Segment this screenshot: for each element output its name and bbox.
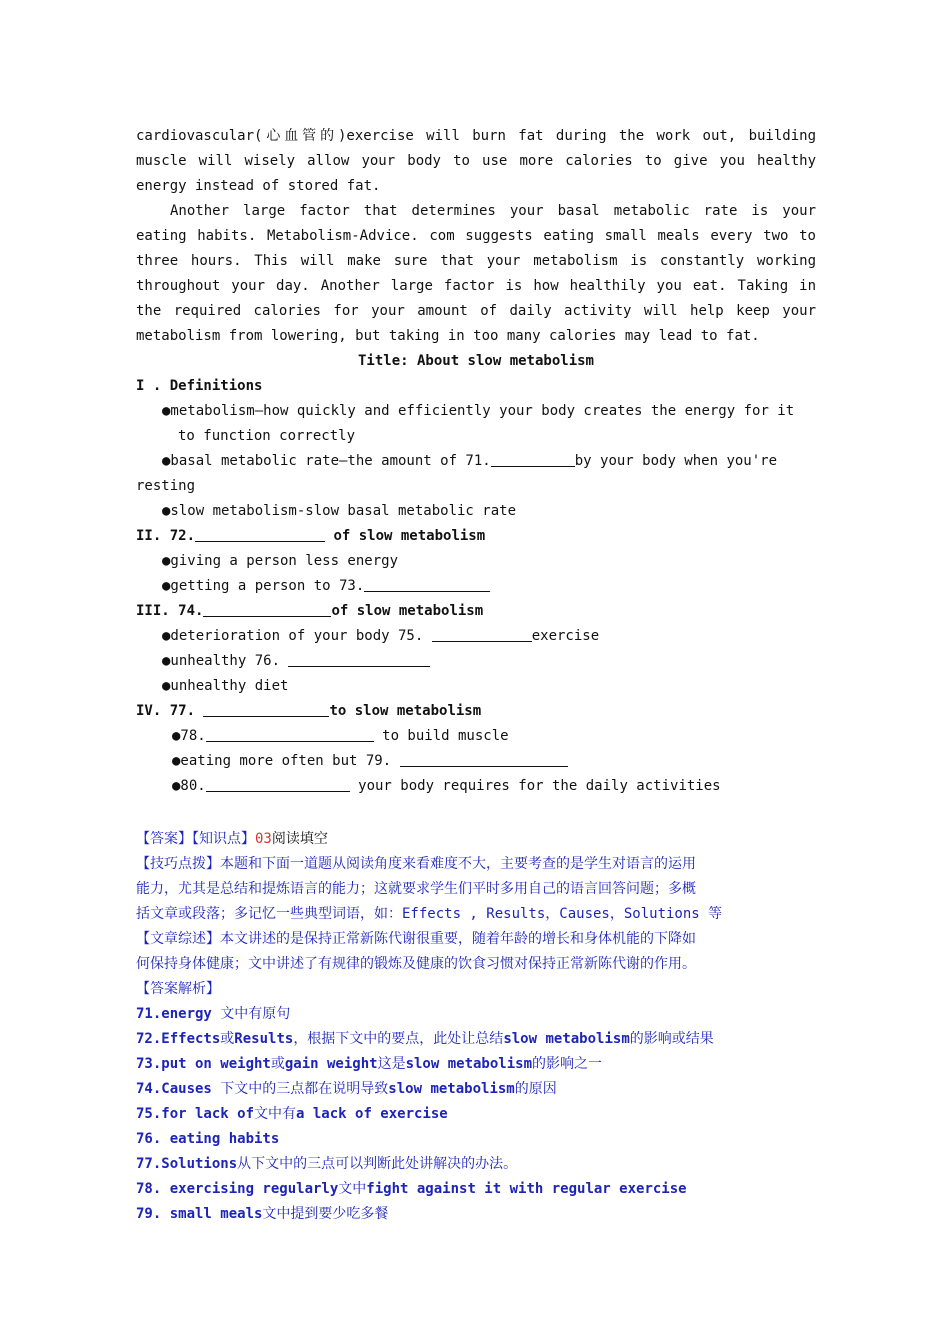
blank-79[interactable] (400, 752, 568, 767)
answer-note: 的原因 (514, 1081, 557, 1097)
passage-line: energy instead of stored fat. (136, 178, 381, 194)
passage-line: cardiovascular(心血管的)exercise will burn fat during the work out, building (136, 128, 816, 144)
passage-line: throughout your day. Another large factor is how healthily you eat. Taking in (136, 278, 816, 294)
answer-key: 78. exercising regularly (136, 1181, 339, 1197)
answer-item-73 (136, 1052, 816, 1077)
bullet-item: ●unhealthy diet (162, 678, 289, 694)
blank-76[interactable] (288, 652, 430, 667)
answer-note: 文中有 (254, 1106, 297, 1122)
section-heading (136, 599, 816, 624)
answer-note: 这是 (377, 1056, 406, 1072)
passage-line: eating habits. Metabolism-Advice. com suggests eating small meals every two to (136, 228, 816, 244)
bullet-item (136, 624, 816, 649)
passage-line: metabolism from lowering, but taking in too many calories may lead to fat. (136, 328, 760, 344)
summary-line: 何保持身体健康；文中讲述了有规律的锻炼及健康的饮食习惯对保持正常新陈代谢的作用。 (136, 956, 696, 972)
answer-item-78 (136, 1177, 816, 1202)
blank-71[interactable] (491, 452, 575, 467)
answer-note: 或 (220, 1031, 235, 1047)
answer-key: a lack of exercise (296, 1106, 448, 1122)
bullet-text: ●basal metabolic rate—the amount of 71. (162, 453, 491, 469)
blank-74[interactable] (203, 602, 331, 617)
answer-key: 75.for lack of (136, 1106, 255, 1122)
bullet-text: to build muscle (373, 728, 509, 744)
answer-key: 76. eating habits (136, 1131, 280, 1147)
heading-text: IV. 77. (136, 703, 204, 719)
answer-list (136, 1002, 816, 1227)
passage-line: the required calories for your amount of daily activity will help keep your (136, 303, 816, 319)
heading-text: II. 72. (136, 528, 196, 544)
answer-key: 79. small meals (136, 1206, 263, 1222)
analysis-heading: 【答案解析】 (136, 981, 220, 997)
document-page (136, 124, 816, 1227)
answer-key: 71.energy (136, 1006, 212, 1022)
heading-text: to slow metabolism (329, 703, 482, 719)
answer-note: 的影响之一 (532, 1056, 603, 1072)
bullet-text: by your body when you're (574, 453, 778, 469)
blank-77[interactable] (203, 702, 329, 717)
bullet-item: ●giving a person less energy (162, 553, 399, 569)
blank-72[interactable] (195, 527, 325, 542)
answer-note: 的影响或结果 (629, 1031, 714, 1047)
answer-note: 文中提到要少吃多餐 (262, 1206, 389, 1222)
answer-note: 从下文中的三点可以判断此处讲解决的办法。 (237, 1156, 518, 1172)
blank-75[interactable] (432, 627, 532, 642)
bullet-text: ●78. (172, 728, 206, 744)
heading-text: III. 74. (136, 603, 204, 619)
answer-key: 73.put on weight (136, 1056, 271, 1072)
answer-note: ，根据下文中的要点，此处让总结 (293, 1031, 504, 1047)
passage-line: muscle will wisely allow your body to use more calories to give you healthy (136, 153, 816, 169)
answer-key: 72.Effects (136, 1031, 221, 1047)
bullet-item (136, 574, 816, 599)
answer-key: 77.Solutions (136, 1156, 238, 1172)
passage-line: Another large factor that determines your basal metabolic rate is your (170, 203, 816, 219)
answer-item-79 (136, 1202, 816, 1227)
answer-label: 【答案】【知识点】 (136, 831, 255, 847)
answer-note: 下文中的三点都在说明导致 (211, 1081, 389, 1097)
bullet-text: exercise (531, 628, 600, 644)
heading-text: of slow metabolism (331, 603, 484, 619)
answer-key: slow metabolism (405, 1056, 533, 1072)
bullet-text: ●unhealthy 76. (162, 653, 289, 669)
bullet-text: your body requires for the daily activities (349, 778, 721, 794)
bullet-item (136, 774, 816, 799)
bullet-item-continued: to function correctly (178, 428, 356, 444)
answer-note: 文中有原句 (211, 1006, 291, 1022)
summary-line: 【文章综述】本文讲述的是保持正常新陈代谢很重要，随着年龄的增长和身体机能的下降如 (136, 931, 696, 947)
answer-key: 74.Causes (136, 1081, 212, 1097)
knowledge-point-name: 阅读填空 (271, 831, 328, 847)
answer-key: gain weight (284, 1056, 378, 1072)
answer-item-71 (136, 1002, 816, 1027)
bullet-item (136, 724, 816, 749)
bullet-item (136, 649, 816, 674)
outline-title: Title: About slow metabolism (357, 353, 594, 369)
blank-73[interactable] (364, 577, 490, 592)
answer-key: fight against it with regular exercise (366, 1181, 687, 1197)
answer-item-76 (136, 1127, 816, 1152)
answer-key: slow metabolism (388, 1081, 515, 1097)
section-heading (136, 524, 816, 549)
blank-80[interactable] (206, 777, 350, 792)
answer-item-77 (136, 1152, 816, 1177)
bullet-item: ●metabolism—how quickly and efficiently your body creates the energy for it (162, 403, 795, 419)
bullet-text: ●getting a person to 73. (162, 578, 365, 594)
passage-line: three hours. This will make sure that your metabolism is constantly working (136, 253, 816, 269)
answer-item-74 (136, 1077, 816, 1102)
knowledge-point-number: 03 (255, 831, 272, 847)
tip-line: 括文章或段落；多记忆一些典型词语，如：Effects , Results，Causes，Solutions 等 (136, 906, 723, 922)
section-heading (136, 699, 816, 724)
answer-heading (136, 827, 816, 852)
section-heading: I . Definitions (136, 378, 263, 394)
answer-item-72 (136, 1027, 816, 1052)
bullet-text: ●eating more often but 79. (172, 753, 400, 769)
answer-note: 或 (270, 1056, 285, 1072)
bullet-item (136, 449, 816, 474)
answer-item-75 (136, 1102, 816, 1127)
bullet-item: ●slow metabolism-slow basal metabolic rate (162, 503, 517, 519)
bullet-item-continued: resting (136, 478, 196, 494)
bullet-text: ●deterioration of your body 75. (162, 628, 432, 644)
tip-line: 【技巧点拨】本题和下面一道题从阅读角度来看难度不大，主要考查的是学生对语言的运用 (136, 856, 696, 872)
blank-78[interactable] (206, 727, 374, 742)
answer-key: slow metabolism (503, 1031, 630, 1047)
heading-text: of slow metabolism (325, 528, 486, 544)
answer-note: 文中 (338, 1181, 367, 1197)
bullet-item (136, 749, 816, 774)
tip-line: 能力，尤其是总结和提炼语言的能力；这就要求学生们平时多用自己的语言回答问题；多概 (136, 881, 696, 897)
answer-key: Results (234, 1031, 294, 1047)
bullet-text: ●80. (172, 778, 206, 794)
